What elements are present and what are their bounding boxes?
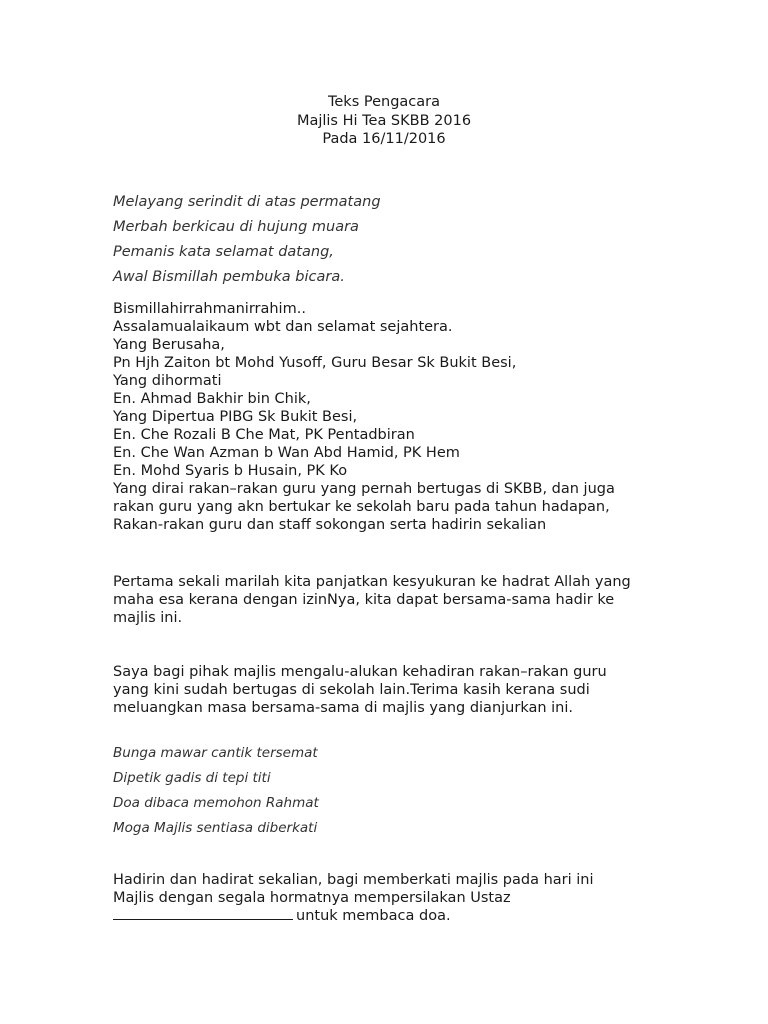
- greeting-line: Yang dirai rakan–rakan guru yang pernah bertugas di SKBB, dan juga: [113, 481, 615, 497]
- greeting-paragraph: [113, 300, 673, 534]
- closing-pantun: [113, 741, 319, 841]
- greeting-line: Yang Berusaha,: [113, 337, 225, 353]
- event-date: Pada 16/11/2016: [322, 131, 446, 147]
- pantun-line: Merbah berkicau di hujung muara: [113, 219, 359, 235]
- greeting-line: En. Mohd Syaris b Husain, PK Ko: [113, 463, 348, 479]
- greeting-line: Yang Dipertua PIBG Sk Bukit Besi,: [113, 409, 358, 425]
- thanks-paragraph: [113, 573, 673, 627]
- thanks-line: Pertama sekali marilah kita panjatkan kesyukuran ke hadrat Allah yang: [113, 574, 631, 590]
- greeting-line: Yang dihormati: [113, 373, 222, 389]
- greeting-line: rakan guru yang akn bertukar ke sekolah baru pada tahun hadapan,: [113, 499, 610, 515]
- greeting-line: Assalamualaikaum wbt dan selamat sejahtera.: [113, 319, 453, 335]
- pantun-line: Dipetik gadis di tepi titi: [113, 770, 271, 786]
- greeting-line: En. Ahmad Bakhir bin Chik,: [113, 391, 311, 407]
- event-name: Majlis Hi Tea SKBB 2016: [296, 112, 472, 129]
- closing-line: Hadirin dan hadirat sekalian, bagi memberkati majlis pada hari ini: [113, 872, 594, 888]
- greeting-line: Pn Hjh Zaiton bt Mohd Yusoff, Guru Besar Sk Bukit Besi,: [113, 355, 517, 371]
- greeting-line: En. Che Rozali B Che Mat, PK Pentadbiran: [113, 427, 415, 443]
- greeting-line: Bismillahirrahmanirrahim..: [113, 301, 306, 317]
- welcome-line: yang kini sudah bertugas di sekolah lain.Terima kasih kerana sudi: [113, 682, 590, 698]
- welcome-paragraph: [113, 663, 673, 717]
- pantun-line: Melayang serindit di atas permatang: [113, 194, 381, 210]
- closing-paragraph: [113, 871, 673, 925]
- closing-line: Majlis dengan segala hormatnya mempersilakan Ustaz: [113, 890, 511, 906]
- welcome-line: Saya bagi pihak majlis mengalu-alukan kehadiran rakan–rakan guru: [113, 664, 607, 680]
- greeting-line: En. Che Wan Azman b Wan Abd Hamid, PK Hem: [113, 445, 460, 461]
- opening-pantun: [113, 190, 381, 290]
- pantun-line: Moga Majlis sentiasa diberkati: [113, 820, 318, 836]
- pantun-line: Bunga mawar cantik tersemat: [113, 745, 318, 761]
- pantun-line: Doa dibaca memohon Rahmat: [113, 795, 319, 811]
- document-title-block: [0, 93, 768, 149]
- pantun-line: Pemanis kata selamat datang,: [113, 244, 334, 260]
- thanks-line: maha esa kerana dengan izinNya, kita dapat bersama-sama hadir ke: [113, 592, 615, 608]
- closing-line-suffix: untuk membaca doa.: [296, 908, 451, 924]
- fill-in-blank: [113, 907, 293, 920]
- welcome-line: meluangkan masa bersama-sama di majlis yang dianjurkan ini.: [113, 700, 573, 716]
- pantun-line: Awal Bismillah pembuka bicara.: [113, 269, 345, 285]
- closing-line-with-blank: [113, 907, 673, 925]
- thanks-line: majlis ini.: [113, 610, 183, 626]
- document-title: Teks Pengacara: [327, 94, 440, 110]
- greeting-line: Rakan-rakan guru dan staff sokongan serta hadirin sekalian: [113, 517, 547, 533]
